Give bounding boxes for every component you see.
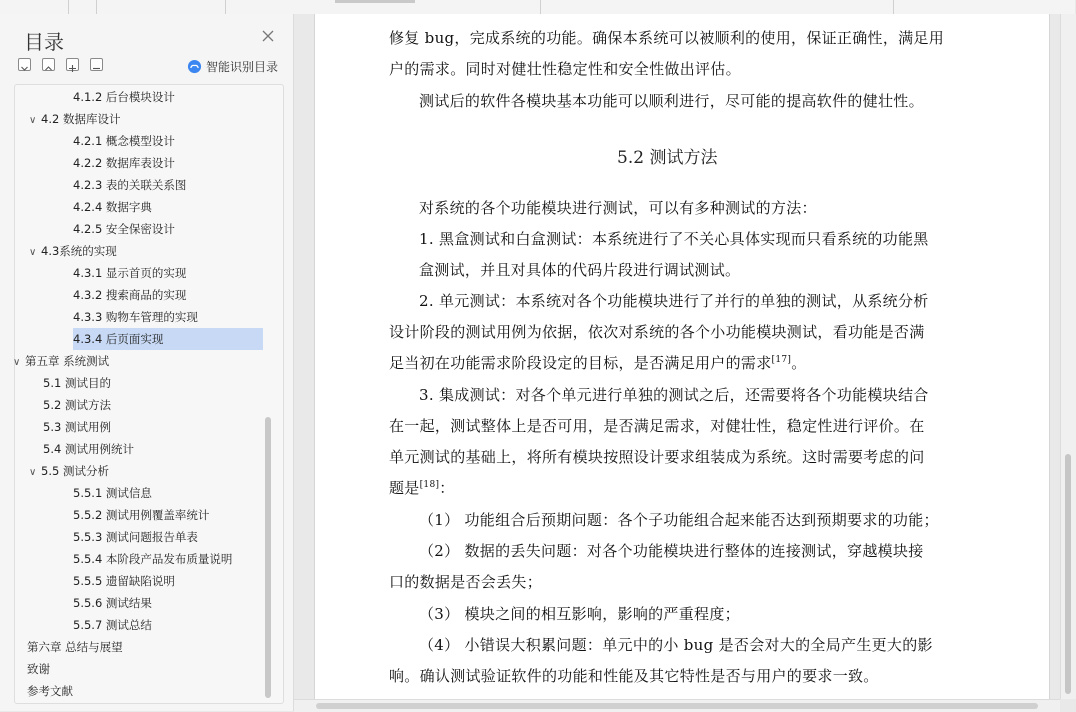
doc-text: 。 <box>791 354 807 372</box>
toc-item-label: 5.5.2 测试用例覆盖率统计 <box>73 508 210 522</box>
top-ruler <box>0 0 1075 15</box>
doc-line: 对系统的各个功能模块进行测试，可以有多种测试的方法： <box>419 199 817 217</box>
doc-text: ： <box>439 479 455 497</box>
toc-item[interactable] <box>29 108 120 130</box>
remove-heading-icon[interactable] <box>90 58 103 71</box>
section-heading: 5.2 测试方法 <box>617 148 718 168</box>
cloud-ai-icon <box>187 59 202 74</box>
toc-item-label: 4.2.5 安全保密设计 <box>73 222 175 236</box>
smart-toc-button[interactable] <box>187 57 278 75</box>
toc-item-label: 5.5.1 测试信息 <box>73 486 152 500</box>
chevron-down-icon[interactable]: ∨ <box>29 115 37 126</box>
toc-item[interactable] <box>73 482 152 504</box>
toc-item-label: 5.5.6 测试结果 <box>73 596 152 610</box>
toc-item[interactable] <box>73 174 186 196</box>
toc-item-label: 4.3.1 显示首页的实现 <box>73 266 187 280</box>
toc-item[interactable] <box>73 570 175 592</box>
document-area <box>294 14 1060 699</box>
toc-item-label: 4.2.3 表的关联关系图 <box>73 178 187 192</box>
toc-scrollbar[interactable] <box>265 417 271 698</box>
toc-item-label: 4.2.4 数据字典 <box>73 200 152 214</box>
toc-item-label: 5.1 测试目的 <box>43 376 111 390</box>
toc-list <box>14 84 284 704</box>
toc-item[interactable] <box>29 460 109 482</box>
toc-item[interactable] <box>73 306 198 328</box>
collapse-all-icon[interactable] <box>42 58 55 71</box>
citation-18[interactable]: [18] <box>419 480 440 490</box>
doc-line: 修复 bug，完成系统的功能。确保本系统可以被顺利的使用，保证正确性，满足用 <box>389 29 945 47</box>
doc-line: 单元测试的基础上，将所有模块按照设计要求组装成为系统。这时需要考虑的问 <box>389 448 925 466</box>
doc-line: 设计阶段的测试用例为依据，依次对系统的各个小功能模块测试，看功能是否满 <box>389 323 925 341</box>
doc-line: 测试后的软件各模块基本功能可以顺利进行，尽可能的提高软件的健壮性。 <box>419 92 924 110</box>
doc-line: 口的数据是否会丢失； <box>389 573 543 591</box>
toc-item-label: 4.2.2 数据库表设计 <box>73 156 175 170</box>
document-page <box>314 14 1050 699</box>
toc-item[interactable] <box>73 196 152 218</box>
toc-item[interactable] <box>73 614 152 636</box>
doc-line: 3. 集成测试：对各个单元进行单独的测试之后，还需要将各个功能模块结合 <box>419 386 929 404</box>
add-heading-icon[interactable] <box>66 58 79 71</box>
doc-line: 1. 黑盒测试和白盒测试：本系统进行了不关心具体实现而只看系统的功能黑 <box>419 230 929 248</box>
toc-item-label: 4.1.2 后台模块设计 <box>73 90 175 104</box>
toc-item[interactable] <box>27 680 73 702</box>
toc-item-label: 4.3.2 搜索商品的实现 <box>73 288 187 302</box>
toc-item-label: 参考文献 <box>27 684 73 698</box>
vertical-scroll-thumb[interactable] <box>1065 454 1071 694</box>
toc-item-label: 5.5.3 测试问题报告单表 <box>73 530 198 544</box>
chevron-down-icon[interactable]: ∨ <box>29 467 37 478</box>
toc-item-label: 第六章 总结与展望 <box>27 640 123 654</box>
smart-toc-label: 智能识别目录 <box>206 59 279 74</box>
doc-line: （3） 模块之间的相互影响，影响的严重程度； <box>419 605 740 623</box>
close-icon[interactable] <box>260 28 276 44</box>
doc-text: 足当初在功能需求阶段设定的目标，是否满足用户的需求 <box>389 354 772 372</box>
toc-item[interactable] <box>43 372 111 394</box>
toc-sidebar <box>0 14 294 711</box>
horizontal-scrollbar[interactable] <box>294 699 1060 712</box>
doc-line: 2. 单元测试：本系统对各个功能模块进行了并行的单独的测试，从系统分析 <box>419 292 929 310</box>
expand-all-icon[interactable] <box>18 58 31 71</box>
doc-line: （4） 小错误大积累问题：单元中的小 bug 是否会对大的全局产生更大的影 <box>419 636 933 654</box>
chevron-down-icon[interactable]: ∨ <box>13 357 21 368</box>
toc-item[interactable] <box>73 218 175 240</box>
doc-line-with-ref <box>389 352 807 373</box>
toc-item-label: 致谢 <box>27 662 50 676</box>
doc-line: 响。确认测试验证软件的功能和性能及其它特性是否与用户的要求一致。 <box>389 667 879 685</box>
toc-item[interactable] <box>73 548 232 570</box>
toc-item-label: 5.4 测试用例统计 <box>43 442 134 456</box>
toc-item[interactable] <box>43 394 111 416</box>
toc-item[interactable] <box>73 86 175 108</box>
toc-item[interactable] <box>73 504 209 526</box>
sidebar-title: 目录 <box>24 30 64 54</box>
toc-item[interactable] <box>29 240 117 262</box>
doc-line: 盒测试，并且对具体的代码片段进行调试测试。 <box>419 261 741 279</box>
toc-item[interactable] <box>73 284 186 306</box>
toc-item-label: 4.2.1 概念模型设计 <box>73 134 175 148</box>
toc-item[interactable] <box>73 262 186 284</box>
doc-line: 户的需求。同时对健壮性稳定性和安全性做出评估。 <box>389 60 741 78</box>
toc-item-label: 5.5.4 本阶段产品发布质量说明 <box>73 552 233 566</box>
toc-item[interactable] <box>73 130 175 152</box>
toc-item[interactable] <box>73 592 152 614</box>
toc-item-label: 5.5.7 测试总结 <box>73 618 152 632</box>
doc-line: （1） 功能组合后预期问题：各个子功能组合起来能否达到预期要求的功能； <box>419 511 939 529</box>
toc-item[interactable] <box>13 350 109 372</box>
chevron-down-icon[interactable]: ∨ <box>29 247 37 258</box>
toc-item-label: 4.2 数据库设计 <box>41 112 121 126</box>
vertical-scrollbar[interactable] <box>1060 14 1076 699</box>
horizontal-scroll-thumb[interactable] <box>316 703 1038 709</box>
toc-item[interactable] <box>73 526 198 548</box>
toc-item-label: 4.3系统的实现 <box>41 244 117 258</box>
toc-item[interactable] <box>43 438 134 460</box>
citation-17[interactable]: [17] <box>771 355 792 365</box>
toc-item-label: 5.3 测试用例 <box>43 420 111 434</box>
toc-item-label: 5.5.5 遗留缺陷说明 <box>73 574 175 588</box>
doc-line: （2） 数据的丢失问题：对各个功能模块进行整体的连接测试，穿越模块接 <box>419 542 924 560</box>
toc-item[interactable] <box>27 636 123 658</box>
toc-item[interactable] <box>43 416 111 438</box>
doc-text: 题是 <box>389 479 420 497</box>
toc-item[interactable] <box>27 658 50 680</box>
toc-item-label: 4.3.3 购物车管理的实现 <box>73 310 198 324</box>
toc-item[interactable] <box>73 152 175 174</box>
toc-item-label: 5.2 测试方法 <box>43 398 111 412</box>
toc-item-label: 4.3.4 后页面实现 <box>73 332 164 346</box>
doc-line: 在一起，测试整体上是否可用，是否满足需求，对健壮性，稳定性进行评价。在 <box>389 417 925 435</box>
toc-item-label: 第五章 系统测试 <box>25 354 110 368</box>
toc-item[interactable] <box>73 328 263 350</box>
doc-line-with-ref <box>389 477 455 498</box>
toc-item-label: 5.5 测试分析 <box>41 464 109 478</box>
